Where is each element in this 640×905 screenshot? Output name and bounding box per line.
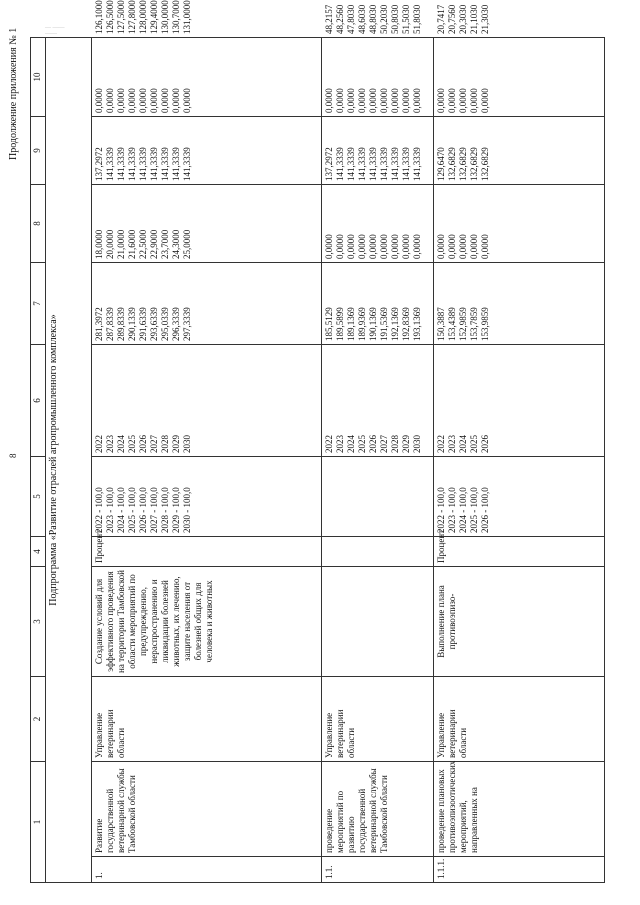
row-col9: 0,0000 0,0000 0,0000 0,0000 0,0000 0,0000 0,0000 0,0000 0,0000 xyxy=(321,38,433,117)
subprogram-row xyxy=(46,38,92,883)
program-table xyxy=(30,0,605,883)
row-targets: 2022 - 100,0 2023 - 100,0 2024 - 100,0 2025 - 100,0 2026 - 100,0 xyxy=(433,457,604,537)
col-header-8: 8 xyxy=(31,185,46,263)
col-header-6: 6 xyxy=(31,345,46,457)
row-unit: Процент xyxy=(91,537,321,567)
row-col8: 137,2972 141,3339 141,3339 141,3339 141,3339 141,3339 141,3339 141,3339 141,3339 xyxy=(91,117,321,185)
row-col6: 185,5129 189,5899 189,1369 189,9369 190,1369 191,5369 192,1369 192,8369 193,1369 xyxy=(321,263,433,345)
row-col7: 18,0000 20,0000 21,0000 21,6000 22,5000 22,9000 23,7000 24,3000 25,0000 xyxy=(91,185,321,263)
row-name: Развитие государственной ветеринарной службы Тамбовской области xyxy=(91,762,321,857)
faint-mark: — —— —— xyxy=(45,25,65,37)
col-header-2: 2 xyxy=(31,677,46,762)
row-col9: 0,0000 0,0000 0,0000 0,0000 0,0000 xyxy=(433,38,604,117)
column-number-row xyxy=(31,38,46,883)
col-header-4: 4 xyxy=(31,537,46,567)
row-executor: Управление ветеринарии области xyxy=(433,677,604,762)
col-header-7: 7 xyxy=(31,263,46,345)
row-number: 1.1. xyxy=(321,857,433,883)
col-header-10: 10 xyxy=(31,38,46,117)
page-number: 8 xyxy=(8,453,18,458)
row-name: проведение плановых противоэпизоотических мероприятий, направленных на xyxy=(433,762,604,857)
row-indicator: Выполнение плана противоэпизо- xyxy=(433,567,604,677)
row-unit: Процент xyxy=(433,537,604,567)
row-indicator xyxy=(321,567,433,677)
row-executor: Управление ветеринарии области xyxy=(91,677,321,762)
table-row: 1.1.1. проведение плановых противоэпизоотических мероприятий, направленных на Управление ветеринарии области Выполнение плана противоэпизо- Процент 2022 - 100,0 2023 - 100,0 2024 - 100,0 2025 - 100,0 2026 - 100,0 2022 2023 2024 2025 2026 150,3887 153,4389 152,9859 153,7859 153,9859 0,0000 0,0000 0,0000 0,0000 0,0000 129,6470 132,6829 132,6829 132,6829 132,6829 0,0000 0,0000 0,0000 0,0000 0,0000 20,7417 20,7560 20,3030 21,1030 21,3030 xyxy=(433,38,604,883)
col-header-1: 1 xyxy=(31,762,46,883)
row-col7: 0,0000 0,0000 0,0000 0,0000 0,0000 xyxy=(433,185,604,263)
row-number: 1.1.1. xyxy=(433,857,604,883)
row-years: 2022 2023 2024 2025 2026 2027 2028 2029 2030 xyxy=(321,345,433,457)
row-col6: 150,3887 153,4389 152,9859 153,7859 153,9859 xyxy=(433,263,604,345)
col-header-3: 3 xyxy=(31,567,46,677)
row-col8: 129,6470 132,6829 132,6829 132,6829 132,6829 xyxy=(433,117,604,185)
row-number: 1. xyxy=(91,857,321,883)
row-col8: 137,2972 141,3339 141,3339 141,3339 141,3339 141,3339 141,3339 141,3339 141,3339 xyxy=(321,117,433,185)
table-row: 1. Развитие государственной ветеринарной службы Тамбовской области Управление ветеринарии области Создание условий для эффективного проведения на территории Тамбовской области мероприятий по предупреждению, нераспространению и ликвидации болезней животных, их лечению, защите населения от болезней общих для человека и животных Процент 2022 - 100,0 2023 - 100,0 2024 - 100,0 2025 - 100,0 2026 - 100,0 2027 - 100,0 2028 - 100,0 2029 - 100,0 2030 - 100,0 2022 2023 2024 2025 2026 2027 2028 2029 2030 281,3972 287,8339 289,8339 290,1339 291,6339 293,6339 295,0339 296,3339 297,3339 18,0000 20,0000 21,0000 21,6000 22,5000 22,9000 23,7000 24,3000 25,0000 137,2972 141,3339 141,3339 141,3339 141,3339 141,3339 141,3339 141,3339 141,3339 0,0000 0,0000 0,0000 0,0000 0,0000 0,0000 0,0000 0,0000 0,0000 126,1000 126,5000 127,5000 127,8000 128,0000 129,4000 130,0000 130,7000 131,0000 xyxy=(91,38,321,883)
row-indicator: Создание условий для эффективного проведения на территории Тамбовской области мероприятий по предупреждению, нераспространению и ликвидации болезней животных, их лечению, защите населения от болезней общих для человека и животных xyxy=(91,567,321,677)
col-header-5: 5 xyxy=(31,457,46,537)
row-name: проведение мероприятий по развитию государственной ветеринарной службы Тамбовской области xyxy=(321,762,433,857)
row-executor: Управление ветеринарии области xyxy=(321,677,433,762)
row-years: 2022 2023 2024 2025 2026 xyxy=(433,345,604,457)
row-col6: 281,3972 287,8339 289,8339 290,1339 291,6339 293,6339 295,0339 296,3339 297,3339 xyxy=(91,263,321,345)
row-unit xyxy=(321,537,433,567)
continuation-note: Продолжение приложения № 1 xyxy=(8,27,19,160)
row-targets: 2022 - 100,0 2023 - 100,0 2024 - 100,0 2025 - 100,0 2026 - 100,0 2027 - 100,0 2028 - 100,0 2029 - 100,0 2030 - 100,0 xyxy=(91,457,321,537)
subprogram-title: Подпрограмма «Развитие отраслей агропромышленного комплекса» xyxy=(46,38,92,883)
table-row: 1.1. проведение мероприятий по развитию государственной ветеринарной службы Тамбовской области Управление ветеринарии области 2022 2023 2024 2025 2026 2027 2028 2029 2030 185,5129 189,5899 189,1369 189,9369 190,1369 191,5369 192,1369 192,8369 193,1369 0,0000 0,0000 0,0000 0,0000 0,0000 0,0000 0,0000 0,0000 0,0000 137,2972 141,3339 141,3339 141,3339 141,3339 141,3339 141,3339 141,3339 141,3339 0,0000 0,0000 0,0000 0,0000 0,0000 0,0000 0,0000 0,0000 0,0000 48,2157 48,2560 47,8030 48,6030 48,8030 50,2030 50,8030 51,5030 51,8030 xyxy=(321,38,433,883)
row-col9: 0,0000 0,0000 0,0000 0,0000 0,0000 0,0000 0,0000 0,0000 0,0000 xyxy=(91,38,321,117)
col-header-9: 9 xyxy=(31,117,46,185)
row-years: 2022 2023 2024 2025 2026 2027 2028 2029 2030 xyxy=(91,345,321,457)
row-targets xyxy=(321,457,433,537)
row-col7: 0,0000 0,0000 0,0000 0,0000 0,0000 0,0000 0,0000 0,0000 0,0000 xyxy=(321,185,433,263)
